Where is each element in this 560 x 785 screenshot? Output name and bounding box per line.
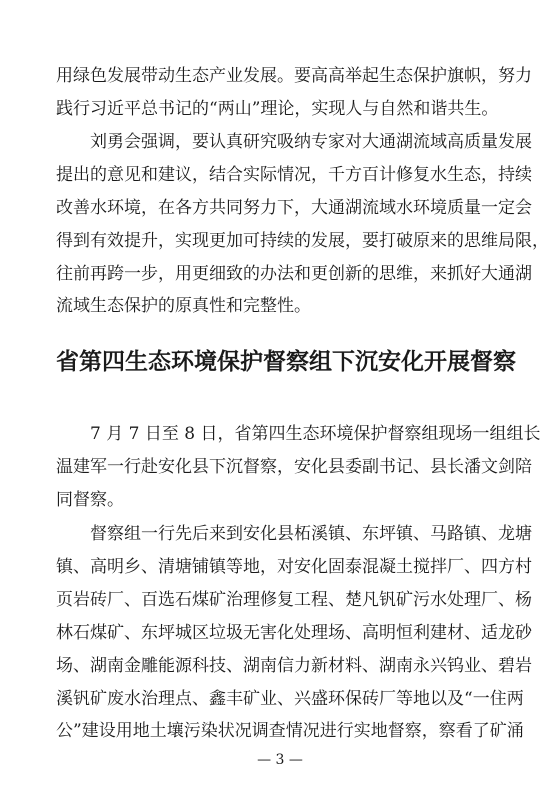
text-line: 刘勇会强调，要认真研究吸纳专家对大通湖流域高质量发展 — [90, 132, 532, 152]
text-line: 林石煤矿、东坪城区垃圾无害化处理场、高明恒利建材、适龙砂 — [56, 623, 532, 643]
text-line: 7 月 7 日至 8 日，省第四生态环境保护督察组现场一组组长 — [90, 424, 541, 444]
text-line: 公”建设用地土壤污染状况调查情况进行实地督察，察看了矿涌 — [56, 721, 524, 741]
page-number: — 3 — — [257, 752, 303, 768]
text-line: 场、湖南金雕能源科技、湖南信力新材料、湖南永兴钨业、碧岩 — [56, 656, 532, 676]
text-line: 镇、高明乡、清塘铺镇等地，对安化固泰混凝土搅拌厂、四方村 — [56, 557, 532, 577]
text-line: 流域生态保护的原真性和完整性。 — [56, 296, 311, 316]
text-line: 溪钒矿废水治理点、鑫丰矿业、兴盛环保砖厂等地以及“一住两 — [56, 689, 524, 709]
text-line: 页岩砖厂、百选石煤矿治理修复工程、楚凡钒矿污水处理厂、杨 — [56, 590, 532, 610]
text-line: 用绿色发展带动生态产业发展。要高高举起生态保护旗帜，努力 — [56, 66, 532, 86]
text-line: 温建军一行赴安化县下沉督察，安化县委副书记、县长潘文剑陪 — [56, 457, 532, 477]
text-line: 改善水环境，在各方共同努力下，大通湖流域水环境质量一定会 — [56, 198, 532, 218]
text-line: 得到有效提升，实现更加可持续的发展，要打破原来的思维局限， — [56, 231, 549, 251]
text-line: 同督察。 — [56, 490, 124, 510]
text-line: 督察组一行先后来到安化县柘溪镇、东坪镇、马路镇、龙塘 — [90, 524, 532, 544]
text-line: 提出的意见和建议，结合实际情况，千方百计修复水生态，持续 — [56, 165, 532, 185]
text-line: 践行习近平总书记的“两山”理论，实现人与自然和谐共生。 — [56, 99, 499, 119]
section-heading: 省第四生态环境保护督察组下沉安化开展督察 — [56, 349, 516, 375]
text-line: 往前再跨一步，用更细致的办法和更创新的思维，来抓好大通湖 — [56, 264, 532, 284]
